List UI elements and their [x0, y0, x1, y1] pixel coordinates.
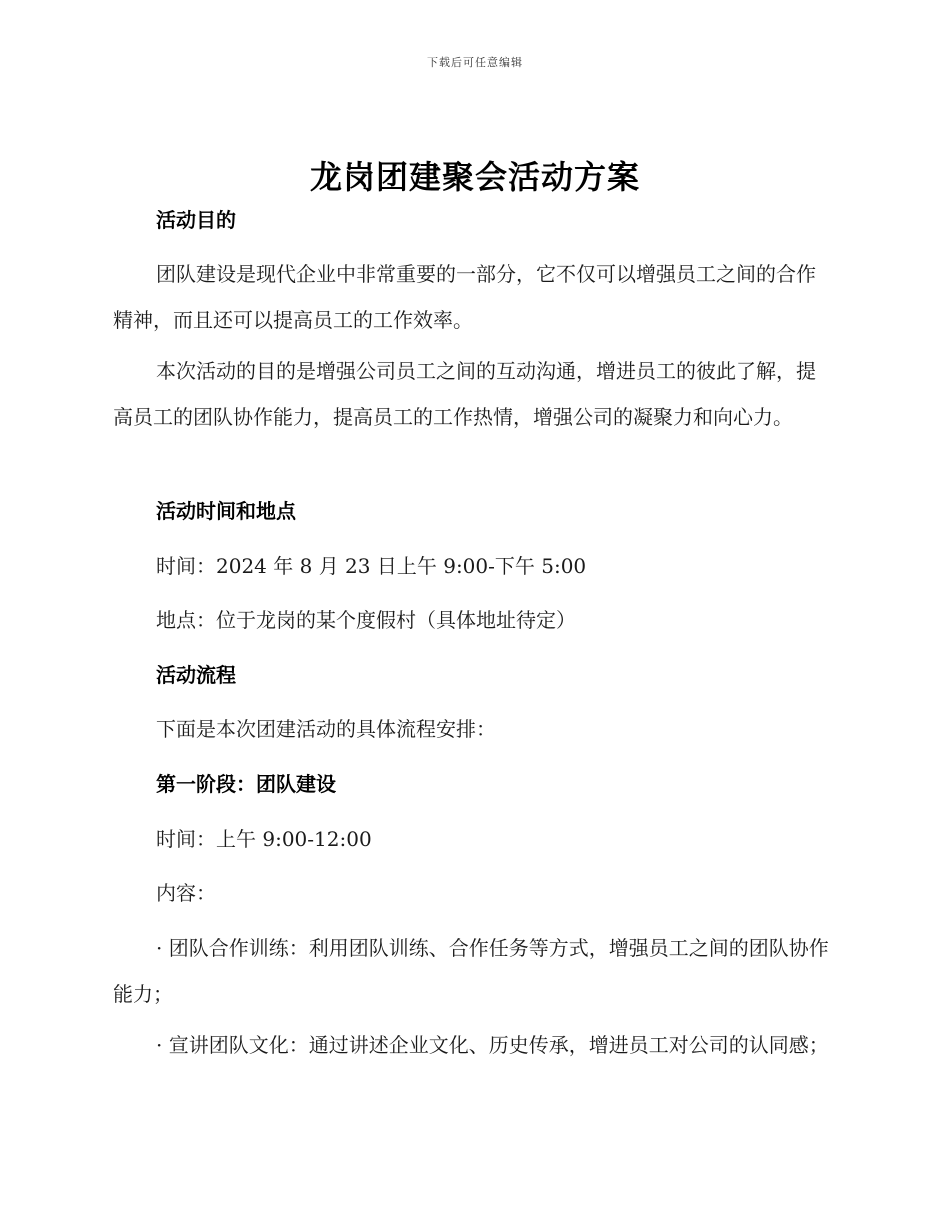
- purpose-paragraph-2: 本次活动的目的是增强公司员工之间的互动沟通，增进员工的彼此了解，提高员工的团队协作能力，提高员工的工作热情，增强公司的凝聚力和向心力。: [113, 359, 816, 429]
- document-title: 龙岗团建聚会活动方案: [309, 158, 640, 196]
- section-heading-time-place: 活动时间和地点: [156, 499, 296, 523]
- event-time: 时间：2024 年 8 月 23 日上午 9:00-下午 5:00: [156, 554, 587, 578]
- purpose-paragraph-1: 团队建设是现代企业中非常重要的一部分，它不仅可以增强员工之间的合作精神，而且还可以提高员工的工作效率。: [113, 262, 816, 332]
- section-heading-purpose: 活动目的: [156, 208, 236, 232]
- flow-intro: 下面是本次团建活动的具体流程安排：: [156, 717, 496, 741]
- stage1-item-1: · 团队合作训练：利用团队训练、合作任务等方式，增强员工之间的团队协作能力；: [113, 936, 829, 1006]
- stage1-time: 时间：上午 9:00-12:00: [156, 827, 372, 851]
- stage1-item-2: · 宣讲团队文化：通过讲述企业文化、历史传承，增进员工对公司的认同感；: [156, 1033, 829, 1057]
- event-place: 地点：位于龙岗的某个度假村（具体地址待定）: [156, 608, 576, 632]
- section-heading-flow: 活动流程: [156, 663, 236, 687]
- stage1-heading: 第一阶段：团队建设: [156, 772, 336, 796]
- stage1-content-label: 内容：: [156, 881, 216, 905]
- page-header-note: 下载后可任意编辑: [427, 56, 523, 69]
